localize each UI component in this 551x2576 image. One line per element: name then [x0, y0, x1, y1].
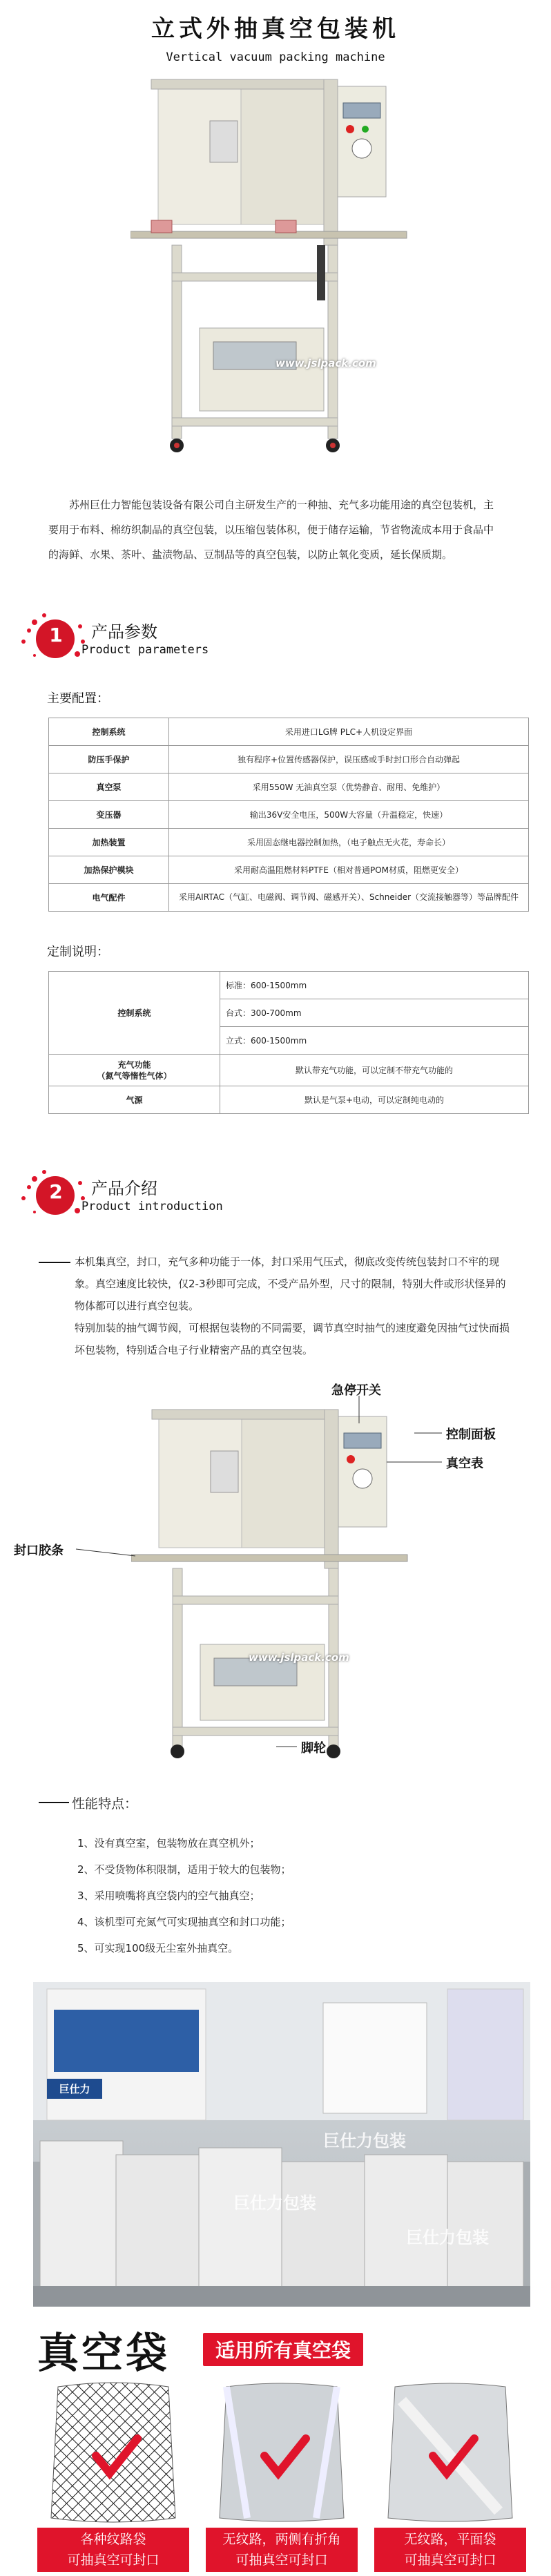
table-row — [49, 801, 529, 829]
bag-caption-line: 可抽真空可封口 — [404, 2553, 496, 2568]
product-intro — [0, 1230, 551, 1361]
machine-callout-photo — [0, 1382, 551, 1769]
watermark-cn: 巨仕力包装 — [323, 2131, 406, 2151]
table-row — [49, 1086, 529, 1114]
config-value: 采用进口LG牌 PLC+人机设定界面 — [169, 718, 529, 746]
custom-key — [49, 1055, 220, 1086]
bag-caption — [37, 2528, 189, 2572]
machine-illustration — [130, 73, 420, 459]
bag-caption — [374, 2528, 526, 2572]
section-2-number: 2 — [49, 1180, 63, 1203]
bag-caption-line: 各种纹路袋 — [80, 2532, 146, 2547]
dash-divider — [39, 1262, 70, 1263]
table-row — [49, 773, 529, 801]
features-heading — [0, 1794, 551, 1812]
factory-photo — [33, 1982, 530, 2307]
textured-bag-icon — [37, 2380, 189, 2525]
config-heading: 主要配置： — [47, 691, 109, 706]
gas-label-2: （氮气等惰性气体） — [97, 1070, 172, 1081]
custom-value: 标准：600-1500mm — [220, 972, 529, 999]
section-2-header — [0, 1154, 551, 1230]
config-value: 输出36V安全电压，500W大容量（升温稳定，快速） — [169, 801, 529, 829]
bag-caption-line: 无纹路，平面袋 — [404, 2532, 496, 2547]
config-key: 变压器 — [49, 801, 169, 829]
custom-value: 默认带充气功能，可以定制不带充气功能的 — [220, 1055, 529, 1086]
intro-paragraph: 本机集真空，封口，充气多种功能于一体，封口采用气压式，彻底改变传统包装封口不牢的现象。真空速度比较快，仅2-3秒即可完成，不受产品外型，尺寸的限制，特别大件或形状怪异的物体都可以进行真空包装。 — [75, 1256, 506, 1312]
custom-key: 控制系统 — [49, 972, 220, 1055]
header — [0, 0, 551, 64]
table-row — [49, 884, 529, 912]
gusset-bag-icon — [206, 2380, 358, 2525]
callout-gauge: 真空表 — [446, 1457, 483, 1471]
config-value: 采用550W 无油真空泵（优势静音、耐用、免维护） — [169, 773, 529, 801]
dash-divider — [39, 1802, 69, 1803]
table-row — [49, 1055, 529, 1086]
page-subtitle: Vertical vacuum packing machine — [166, 50, 385, 64]
table-row — [49, 746, 529, 773]
bags-title: 真空袋 — [37, 2329, 170, 2378]
callout-wheel: 脚轮 — [301, 1741, 326, 1756]
factory-illustration — [33, 1982, 530, 2307]
config-key: 真空泵 — [49, 773, 169, 801]
custom-heading: 定制说明： — [47, 945, 109, 959]
callout-seal: 封口胶条 — [14, 1544, 64, 1558]
list-item: 3、采用喷嘴将真空袋内的空气抽真空； — [77, 1890, 260, 1902]
features-list — [0, 1812, 551, 1961]
watermark-cn: 巨仕力包装 — [406, 2228, 489, 2247]
company-intro: 苏州巨仕力智能包装设备有限公司自主研发生产的一种抽、充气多功能用途的真空包装机，主要用于布料、棉纺织制品的真空包装，以压缩包装体积，便于储存运输，节省物流成本用于食品中的海鲜、水果、茶叶、盐渍物品、豆制品等的真空包装，以防止氧化变质，延长保质期。 — [48, 499, 494, 561]
section-2-title-en: Product introduction — [81, 1200, 223, 1213]
callout-estop: 急停开关 — [331, 1383, 381, 1398]
config-value: 采用固态继电器控制加热，（电子触点无火花，寿命长） — [169, 829, 529, 856]
intro-paragraph: 特别加装的抽气调节阀，可根据包装物的不同需要，调节真空时抽气的速度避免因抽气过快而损坏包装物，特别适合电子行业精密产品的真空包装。 — [75, 1322, 510, 1356]
table-row — [49, 829, 529, 856]
section-2-title: 产品介绍 — [91, 1179, 157, 1198]
watermark-cn: 巨仕力包装 — [233, 2193, 316, 2213]
section-1-title-en: Product parameters — [81, 643, 209, 657]
bag-caption-line: 无纹路，两侧有折角 — [222, 2532, 341, 2547]
list-item: 5、可实现100级无尘室外抽真空。 — [77, 1942, 239, 1954]
bag-caption-line: 可抽真空可封口 — [235, 2553, 328, 2568]
watermark: www.jslpack.com — [249, 1651, 349, 1664]
callout-panel: 控制面板 — [446, 1428, 496, 1442]
gas-label-1: 充气功能 — [117, 1059, 151, 1070]
watermark: www.jslpack.com — [276, 357, 376, 369]
section-1-number: 1 — [49, 624, 63, 646]
bags-tag: 适用所有真空袋 — [203, 2333, 363, 2366]
custom-value: 默认是气泵+电动，可以定制纯电动的 — [220, 1086, 529, 1114]
config-value: 采用耐高温阻燃材料PTFE（相对普通POM材质，阻燃更安全） — [169, 856, 529, 884]
list-item: 1、没有真空室，包装物放在真空机外； — [77, 1837, 260, 1849]
list-item: 2、不受货物体积限制，适用于较大的包装物； — [77, 1863, 291, 1876]
bag-caption — [206, 2528, 358, 2572]
table-row — [49, 972, 529, 999]
config-value: 采用AIRTAC（气缸、电磁阀、调节阀、磁感开关）、Schneider（交流接触器等）等品牌配件 — [169, 884, 529, 912]
config-key: 加热保护模块 — [49, 856, 169, 884]
table-row — [49, 856, 529, 884]
vacuum-bags — [33, 2314, 530, 2576]
section-1-header — [0, 597, 551, 673]
config-key: 加热装置 — [49, 829, 169, 856]
list-item: 4、该机型可充氮气可实现抽真空和封口功能； — [77, 1916, 291, 1928]
bag-caption-line: 可抽真空可封口 — [67, 2553, 160, 2568]
config-key: 电气配件 — [49, 884, 169, 912]
custom-value: 台式：300-700mm — [220, 999, 529, 1027]
factory-sign: 巨仕力 — [47, 2079, 102, 2099]
custom-key: 气源 — [49, 1086, 220, 1114]
table-row — [49, 718, 529, 746]
custom-value: 立式：600-1500mm — [220, 1027, 529, 1055]
machine-photo — [130, 73, 420, 459]
config-value: 独有程序+位置传感器保护，误压感或手时封口形合自动弹起 — [169, 746, 529, 773]
config-key: 控制系统 — [49, 718, 169, 746]
flat-bag-icon — [374, 2380, 526, 2525]
config-table — [48, 718, 529, 912]
features-heading-text: 性能特点： — [72, 1796, 138, 1811]
config-key: 防压手保护 — [49, 746, 169, 773]
custom-table — [48, 971, 529, 1114]
page-title: 立式外抽真空包装机 — [151, 15, 400, 43]
section-1-title: 产品参数 — [91, 622, 157, 642]
